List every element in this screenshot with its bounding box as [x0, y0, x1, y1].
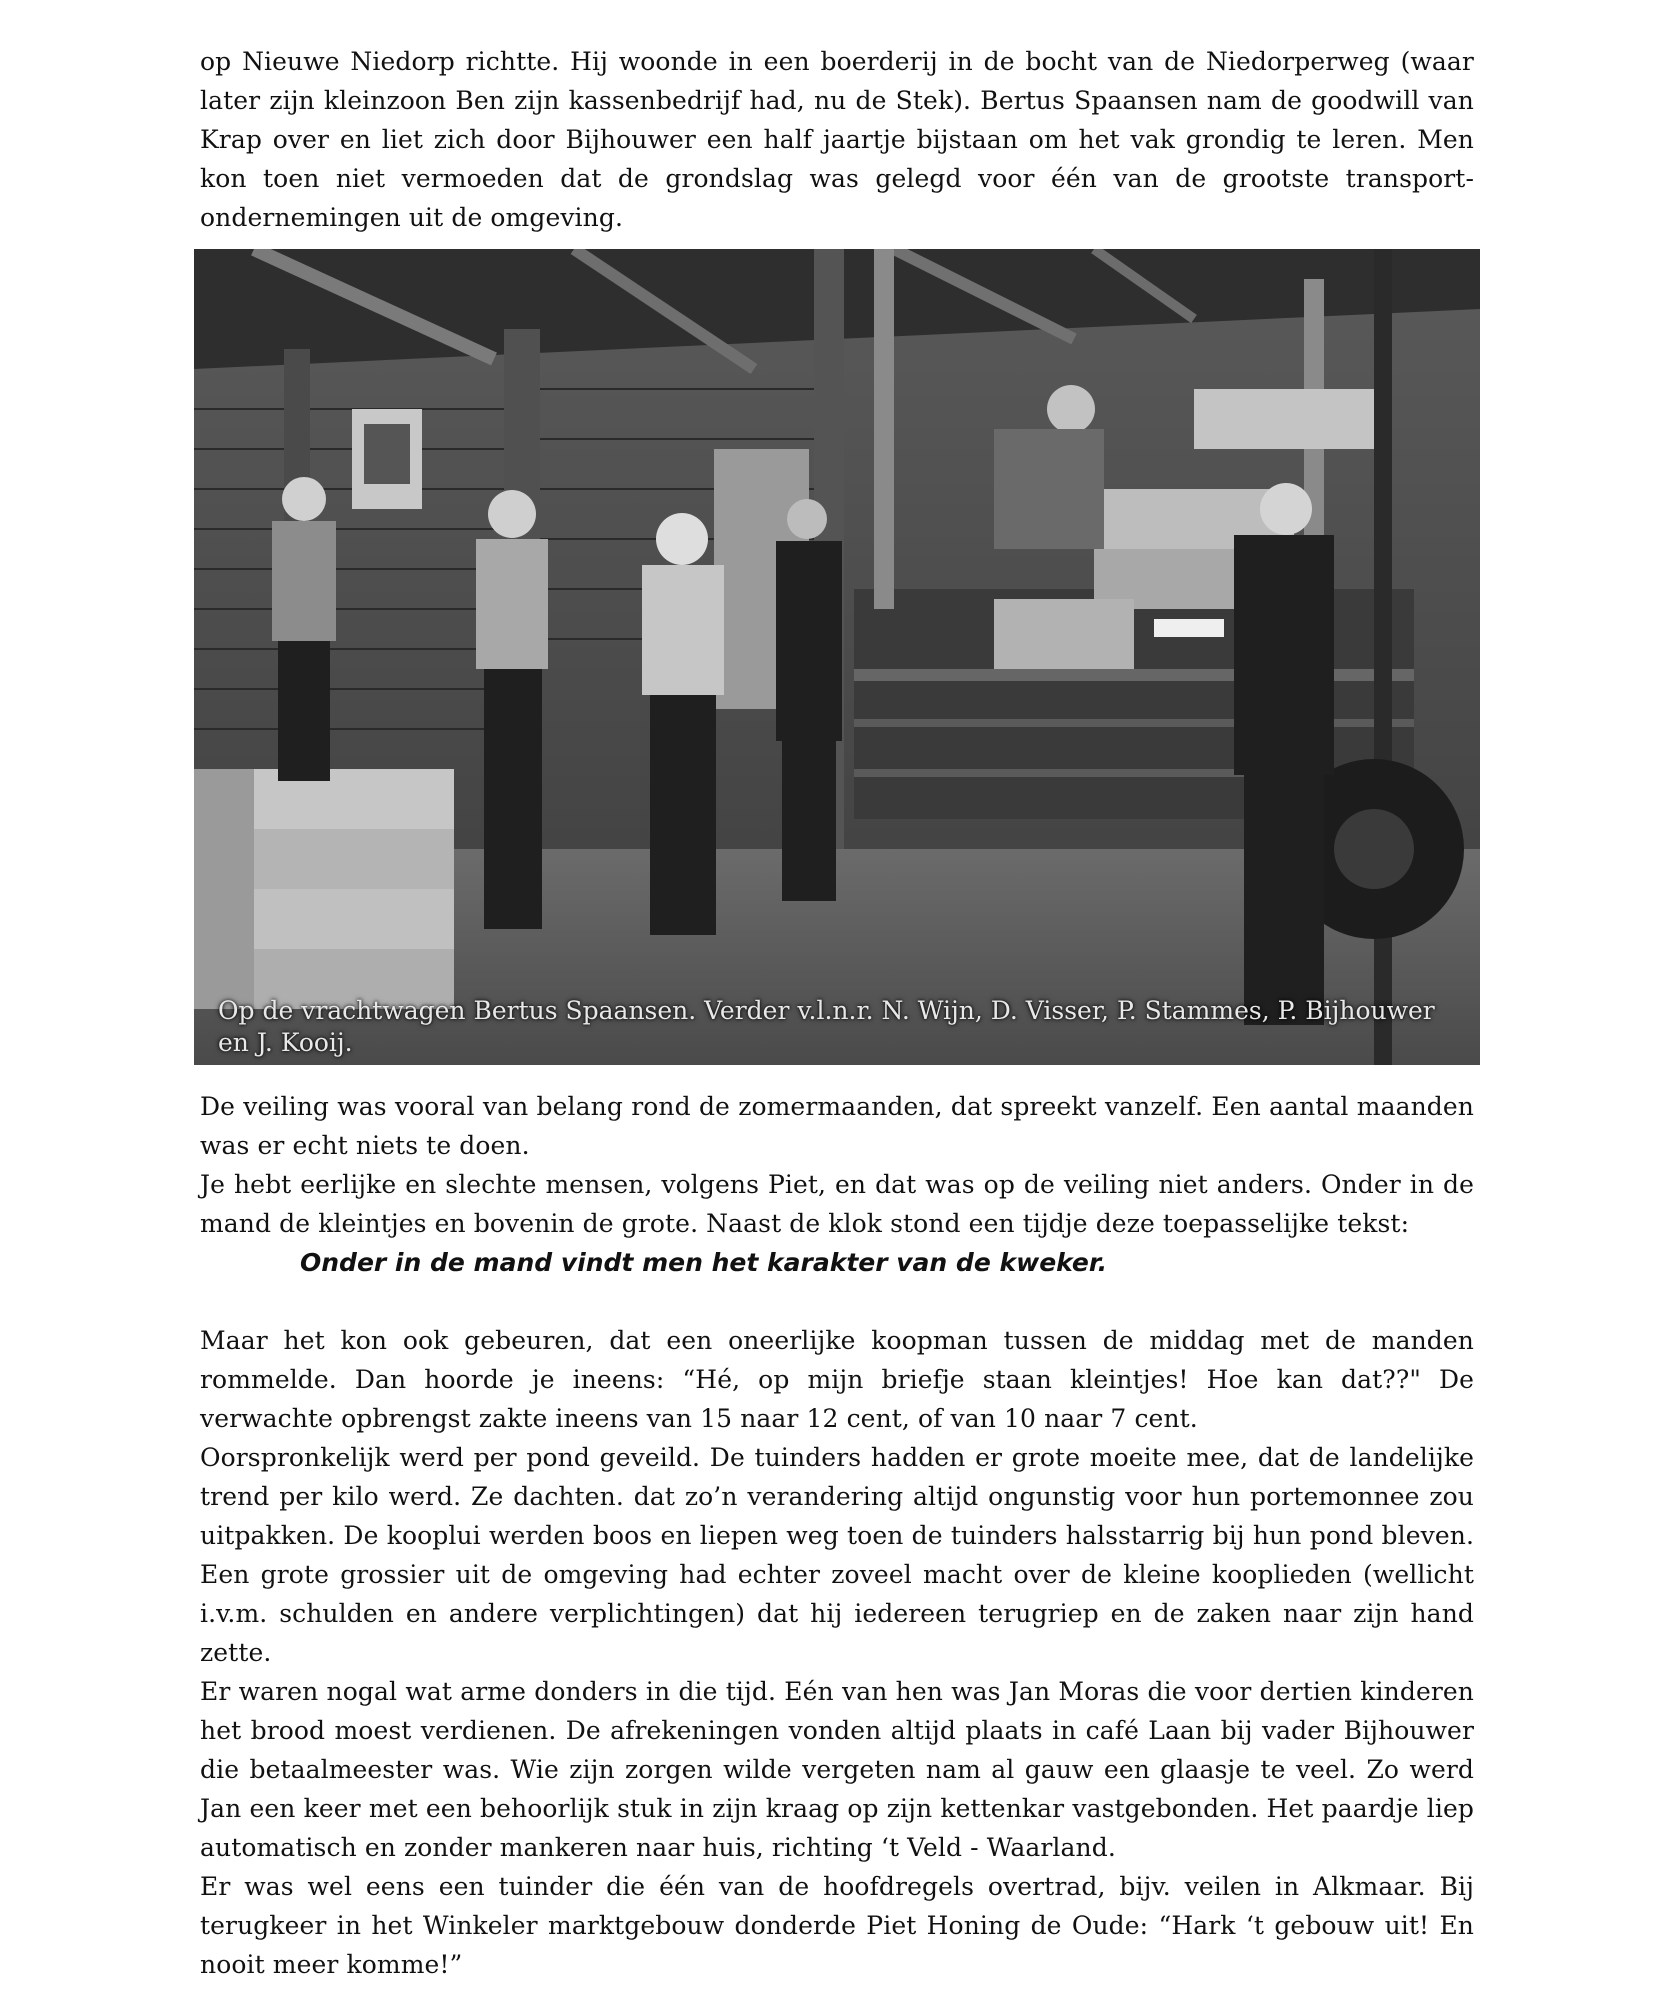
archive-photo	[194, 249, 1480, 1065]
paragraph-koopman: Maar het kon ook gebeuren, dat een oneerlijke koopman tussen de middag met de manden rommelde. Dan hoorde je ineens: “Hé, op mijn briefje staan kleintjes! Hoe kan dat??" De verwachte opbrengst zakte ineens van 15 naar 12 cent, of van 10 naar 7 cent.	[200, 1326, 1474, 1433]
photo-caption: Op de vrachtwagen Bertus Spaansen. Verder v.l.n.r. N. Wijn, D. Visser, P. Stammes, P. Bijhouwer en J. Kooij.	[218, 996, 1435, 1057]
paragraph-eerlijke: Je hebt eerlijke en slechte mensen, volgens Piet, en dat was op de veiling niet anders. Onder in de mand de kleintjes en bovenin de grote. Naast de klok stond een tijdje deze toepasselijke tekst:	[200, 1170, 1474, 1238]
paragraph-veiling: De veiling was vooral van belang rond de zomermaanden, dat spreekt vanzelf. Een aantal maanden was er echt niets te doen.	[200, 1092, 1474, 1160]
quote-karakter: Onder in de mand vindt men het karakter van de kweker.	[300, 1248, 1108, 1277]
photo-illustration	[194, 249, 1480, 1065]
paragraph-pond: Oorspronkelijk werd per pond geveild. De tuinders hadden er grote moeite mee, dat de landelijke trend per kilo werd. Ze dachten. dat zo’n verandering altijd ongunstig voor hun portemonnee zou uitpakken. De kooplui werden boos en liepen weg toen de tuinders halsstarrig bij hun pond bleven. Een grote grossier uit de omgeving had echter zoveel macht over de kleine kooplieden (wellicht i.v.m. schulden en andere verplichtingen) dat hij iedereen terugriep en de zaken naar zijn hand zette.	[200, 1443, 1474, 1667]
paragraph-arme-donders: Er waren nogal wat arme donders in die tijd. Eén van hen was Jan Moras die voor dertien kinderen het brood moest verdienen. De afrekeningen vonden altijd plaats in café Laan bij vader Bijhouwer die betaalmeester was. Wie zijn zorgen wilde vergeten nam al gauw een glaasje te veel. Zo werd Jan een keer met een behoorlijk stuk in zijn kraag op zijn kettenkar vastgebonden. Het paardje liep automatisch en zonder mankeren naar huis, richting ‘t Veld - Waarland.	[200, 1677, 1474, 1862]
document-page	[200, 42, 1474, 1984]
spacer	[200, 1282, 1474, 1321]
paragraph-hoofdregels: Er was wel eens een tuinder die één van de hoofdregels overtrad, bijv. veilen in Alkmaar. Bij terugkeer in het Winkeler marktgebouw donderde Piet Honing de Oude: “Hark ‘t gebouw uit! En nooit meer komme!”	[200, 1872, 1474, 1979]
paragraph-intro: op Nieuwe Niedorp richtte. Hij woonde in een boerderij in de bocht van de Niedorperweg (waar later zijn kleinzoon Ben zijn kassenbedrijf had, nu de Stek). Bertus Spaansen nam de goodwill van Krap over en liet zich door Bijhouwer een half jaartje bijstaan om het vak grondig te leren. Men kon toen niet vermoeden dat de grondslag was gelegd voor één van de grootste transport-ondernemingen uit de omgeving.	[200, 47, 1474, 232]
